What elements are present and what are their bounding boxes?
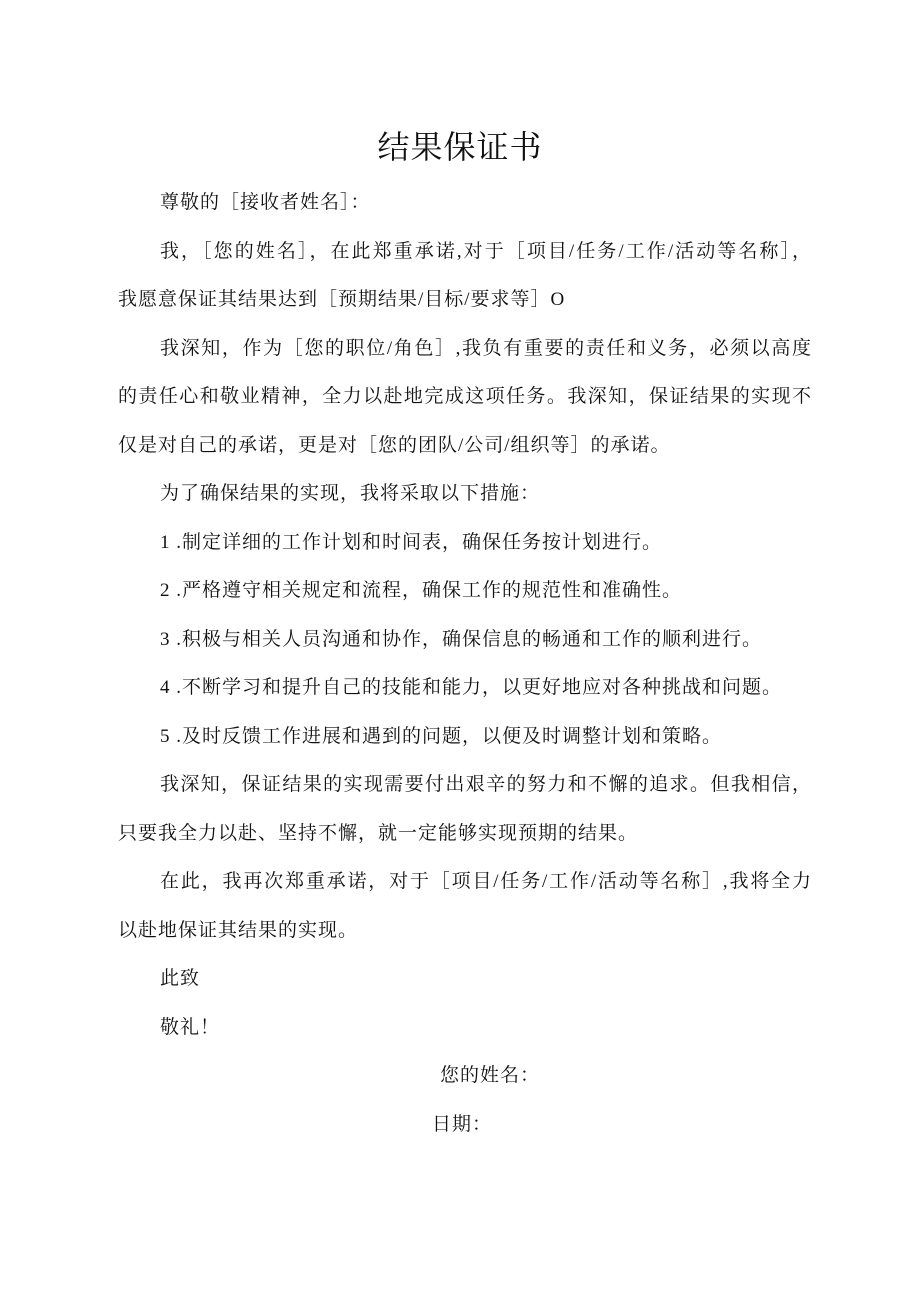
belief-line: 只要我全力以赴、坚持不懈，就一定能够实现预期的结果。 — [118, 822, 639, 844]
measure-item: 2 .严格遵守相关规定和流程，确保工作的规范性和准确性。 — [160, 580, 683, 601]
measure-item: 1 .制定详细的工作计划和时间表，确保任务按计划进行。 — [160, 531, 663, 553]
awareness-line: 仅是对自己的承诺，更是对［您的团队/公司/组织等］的承诺。 — [118, 434, 671, 456]
measures-list — [118, 519, 812, 762]
awareness-line: 我深知，作为［您的职位/角色］,我负有重要的责任和义务，必须以高度 — [160, 337, 812, 359]
document-title: 结果保证书 — [377, 129, 543, 165]
signature-name-field: 您的姓名： — [440, 1065, 541, 1086]
belief-paragraph — [118, 761, 812, 858]
measures-intro: 为了确保结果的实现，我将采取以下措施： — [160, 483, 541, 504]
regards-line: 敬礼！ — [160, 1016, 221, 1038]
measure-item: 4 .不断学习和提升自己的技能和能力，以更好地应对各种挑战和问题。 — [160, 677, 783, 698]
letter-body — [118, 179, 812, 1149]
signature-date-field: 日期： — [432, 1113, 493, 1135]
reaffirm-line: 在此，我再次郑重承诺，对于［项目/任务/工作/活动等名称］,我将全力 — [160, 871, 812, 892]
pledge-line: 我，［您的姓名］，在此郑重承诺,对于［项目/任务/工作/活动等名称］， — [160, 240, 812, 262]
awareness-paragraph — [118, 325, 812, 471]
pledge-paragraph — [118, 228, 812, 325]
belief-line: 我深知，保证结果的实现需要付出艰辛的努力和不懈的追求。但我相信， — [160, 774, 812, 795]
pledge-line: 我愿意保证其结果达到［预期结果/目标/要求等］O — [118, 289, 566, 310]
reaffirm-paragraph — [118, 858, 812, 955]
measure-item: 5 .及时反馈工作进展和遇到的问题，以便及时调整计划和策略。 — [160, 725, 723, 747]
awareness-line: 的责任心和敬业精神，全力以赴地完成这项任务。我深知，保证结果的实现不 — [118, 386, 812, 407]
measure-item: 3 .积极与相关人员沟通和协作，确保信息的畅通和工作的顺利进行。 — [160, 628, 763, 650]
salutation-line: 尊敬的［接收者姓名］： — [160, 192, 371, 213]
closing-line: 此致 — [160, 968, 201, 989]
reaffirm-line: 以赴地保证其结果的实现。 — [118, 919, 359, 941]
